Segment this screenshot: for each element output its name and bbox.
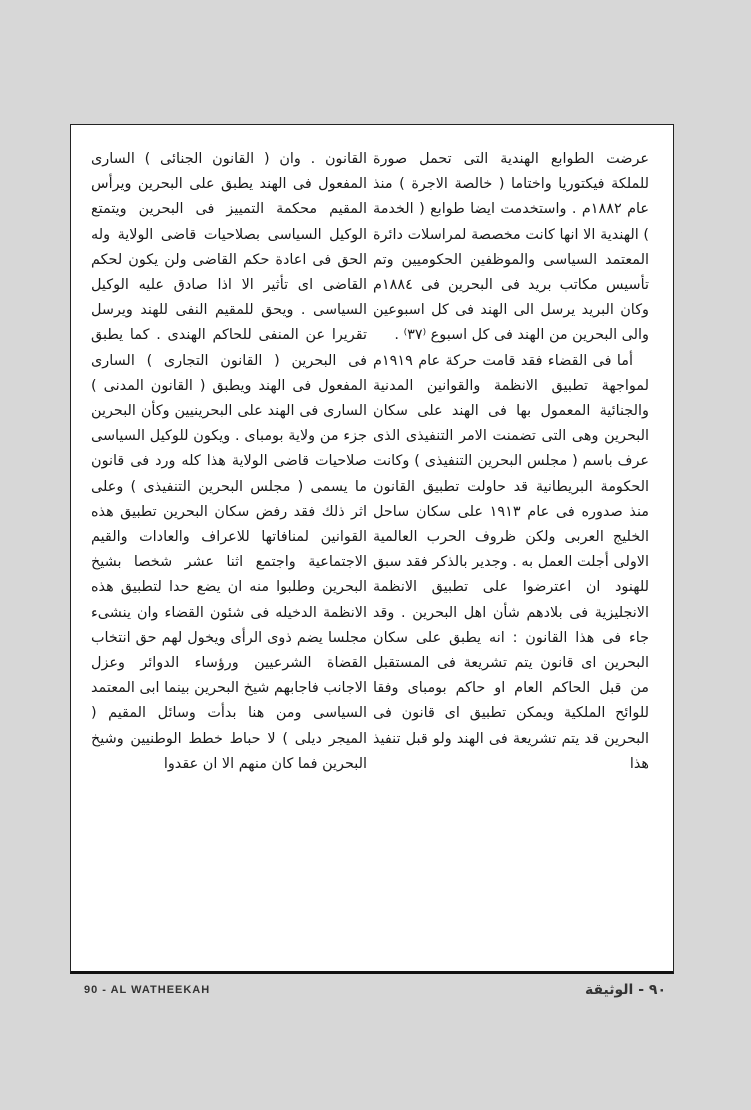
paragraph-stamps: عرضت الطوابع الهندية التى تحمل صورة للملكة فيكتوريا واختاما ( خالصة الاجرة ) منذ عام ١٨٨٢م . واستخدمت ايضا طوابع ( الخدمة ) الهندية الا انها كانت مخصصة لمراسلات دائرة المعتمد السياسى والموظفين الحكوميين وتم تأسيس مكاتب بريد فى البحرين فى ١٨٨٤م وكان البريد يرسل الى الهند فى كل اسبوعين والى البحرين من الهند فى كل اسبوع ⁽٣٧⁾ . — [373, 151, 649, 344]
footer-page-label-arabic: ٩٠ - الوثيقة — [584, 982, 666, 998]
footer-page-label-english: 90 - AL WATHEEKAH — [84, 984, 211, 996]
text-column-right — [373, 147, 649, 777]
paragraph-judiciary: أما فى القضاء فقد قامت حركة عام ١٩١٩م لمواجهة تطبيق الانظمة والقوانين المدنية والجنائية المعمول بها فى الهند على سكان البحرين وهى التى تضمنت الامر التنفيذى الذى عرف باسم ( مجلس البحرين التنفيذى ) وكانت الحكومة البريطانية قد حاولت تطبيق القانون منذ صدوره فى عام ١٩١٣ على سكان ساحل الخليج العربى ولكن ظروف الحرب العالمية الاولى أجلت العمل به . وجدير بالذكر فقد سبق للهنود ان اعترضوا على تطبيق الانظمة الانجليزية فى بلادهم شأن اهل البحرين . وقد جاء فى هذا القانون : انه يطبق على سكان البحرين اى قانون يتم تشريعة فى المستقبل من قبل الحاكم العام او حاكم بومباى وفقا للوائح الملكية ويمكن تطبيق اى قانون فى البحرين قد يتم تشريعة فى الهند ولو قبل تنفيذ هذا — [373, 352, 649, 772]
text-column-left — [91, 147, 367, 777]
paragraph-law: القانون . وان ( القانون الجنائى ) السارى المفعول فى الهند يطبق على البحرين ويرأس المقيم محكمة التمييز فى البحرين ويتمتع الوكيل السياسى بصلاحيات قاضى الولاية وله الحق فى اعادة حكم القاضى ولن يكون لحكم القاضى اى تأثير الا اذا صادق عليه الوكيل السياسى . ويحق للمقيم النفى للهند ويرسل تقريرا عن المنفى للحاكم الهندى . كما يطبق فى البحرين ( القانون التجارى ) السارى المفعول فى الهند ويطبق ( القانون المدنى ) السارى فى الهند على البحرينيين وكأن البحرين جزء من ولاية بومباى . ويكون للوكيل السياسى صلاحيات قاضى الولاية هذا كله ورد فى قانون ما يسمى ( مجلس البحرين التنفيذى ) وعلى اثر ذلك فقد رفض سكان البحرين تطبيق هذه القوانين لمنافاتها للاعراف والعادات والقيم الاجتماعية واجتمع اثنا عشر شخصا بشيخ البحرين وطلبوا منه ان يضع حدا لتطبيق هذه الانظمة الدخيله فى شئون القضاء وان ينشىء مجلسا يضم ذوى الرأى ويخول لهم حق انتخاب القضاة الشرعيين ورؤساء الدوائر وعزل الاجانب فاجابهم شيخ البحرين بينما ابى المعتمد السياسى ومن هنا بدأت وسائل المقيم ( الميجر ديلى ) لا حباط خطط الوطنيين وشيخ البحرين فما كان منهم الا ان عقدوا — [91, 151, 367, 772]
page-footer — [70, 982, 674, 1004]
page-frame — [70, 124, 674, 974]
